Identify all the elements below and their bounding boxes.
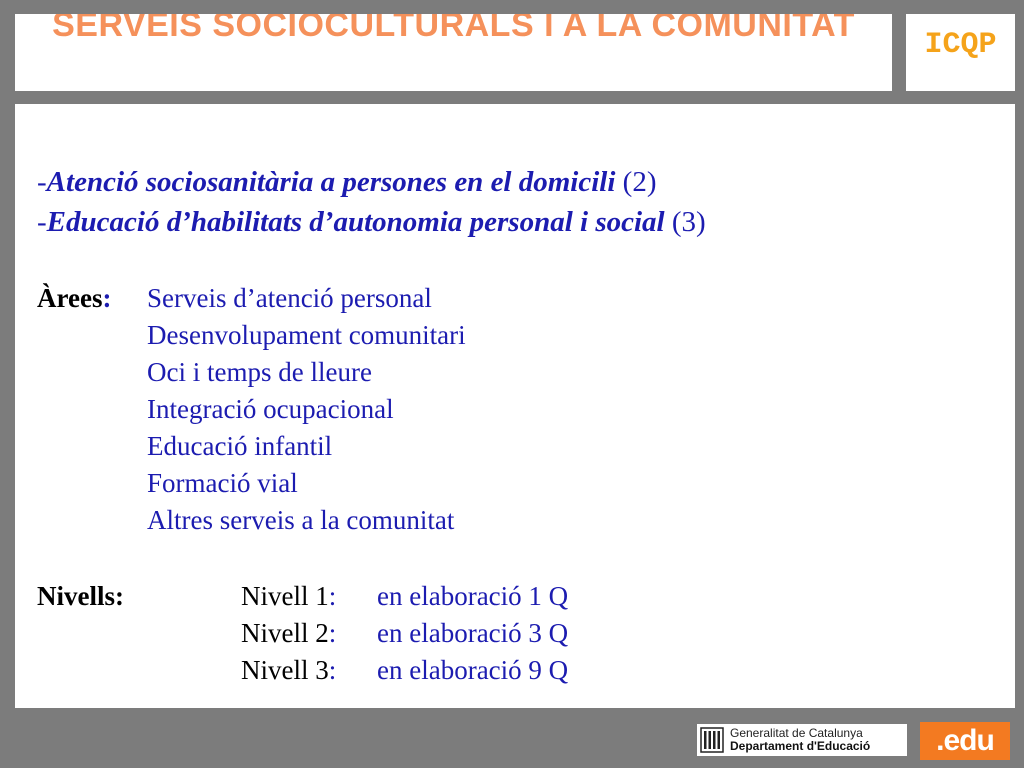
area-item: Altres serveis a la comunitat [147,505,455,535]
areas-label-text: Àrees [37,283,103,313]
slide-title: SERVEIS SOCIOCULTURALS I A LA COMUNITAT [52,14,855,44]
icqp-logo: ICQP [924,28,997,62]
bullet-text: Educació d’habilitats d’autonomia personal i social [46,206,665,238]
title-panel [15,14,892,91]
level-name [241,616,336,650]
department-name: Departament d'Educació [730,739,871,753]
area-item: Integració ocupacional [147,394,394,424]
levels-label: Nivells: [37,581,124,611]
level-colon: : [328,655,337,685]
bullet-dash: - [37,206,47,238]
level-name [241,579,336,613]
bullet-count: (2) [622,166,657,198]
generalitat-logo [697,724,907,756]
bullet-dash: - [37,166,47,198]
level-value: en elaboració 1 Q [377,581,569,611]
level-colon: : [328,618,337,648]
generalitat-emblem-icon [700,727,724,753]
bullet-text: Atenció sociosanitària a persones en el domicili [46,166,616,198]
areas-label [37,281,111,315]
area-item: Formació vial [147,468,298,498]
level-value: en elaboració 9 Q [377,655,569,685]
bullet-item [37,204,706,240]
level-value: en elaboració 3 Q [377,618,569,648]
level-colon: : [328,581,337,611]
area-item: Educació infantil [147,431,333,461]
area-item: Oci i temps de lleure [147,357,372,387]
generalitat-name: Generalitat de Catalunya [730,726,863,740]
bullet-count: (3) [671,206,706,238]
areas-label-colon: : [102,283,112,313]
area-item: Serveis d’atenció personal [147,283,432,313]
level-name [241,653,336,687]
level-name-text: Nivell 3 [241,655,329,685]
level-name-text: Nivell 1 [241,581,329,611]
bullet-item [37,164,656,200]
icqp-logo-panel [906,14,1015,91]
level-name-text: Nivell 2 [241,618,329,648]
slide-content [15,104,1015,708]
area-item: Desenvolupament comunitari [147,320,466,350]
edu-logo: .edu [920,722,1010,760]
